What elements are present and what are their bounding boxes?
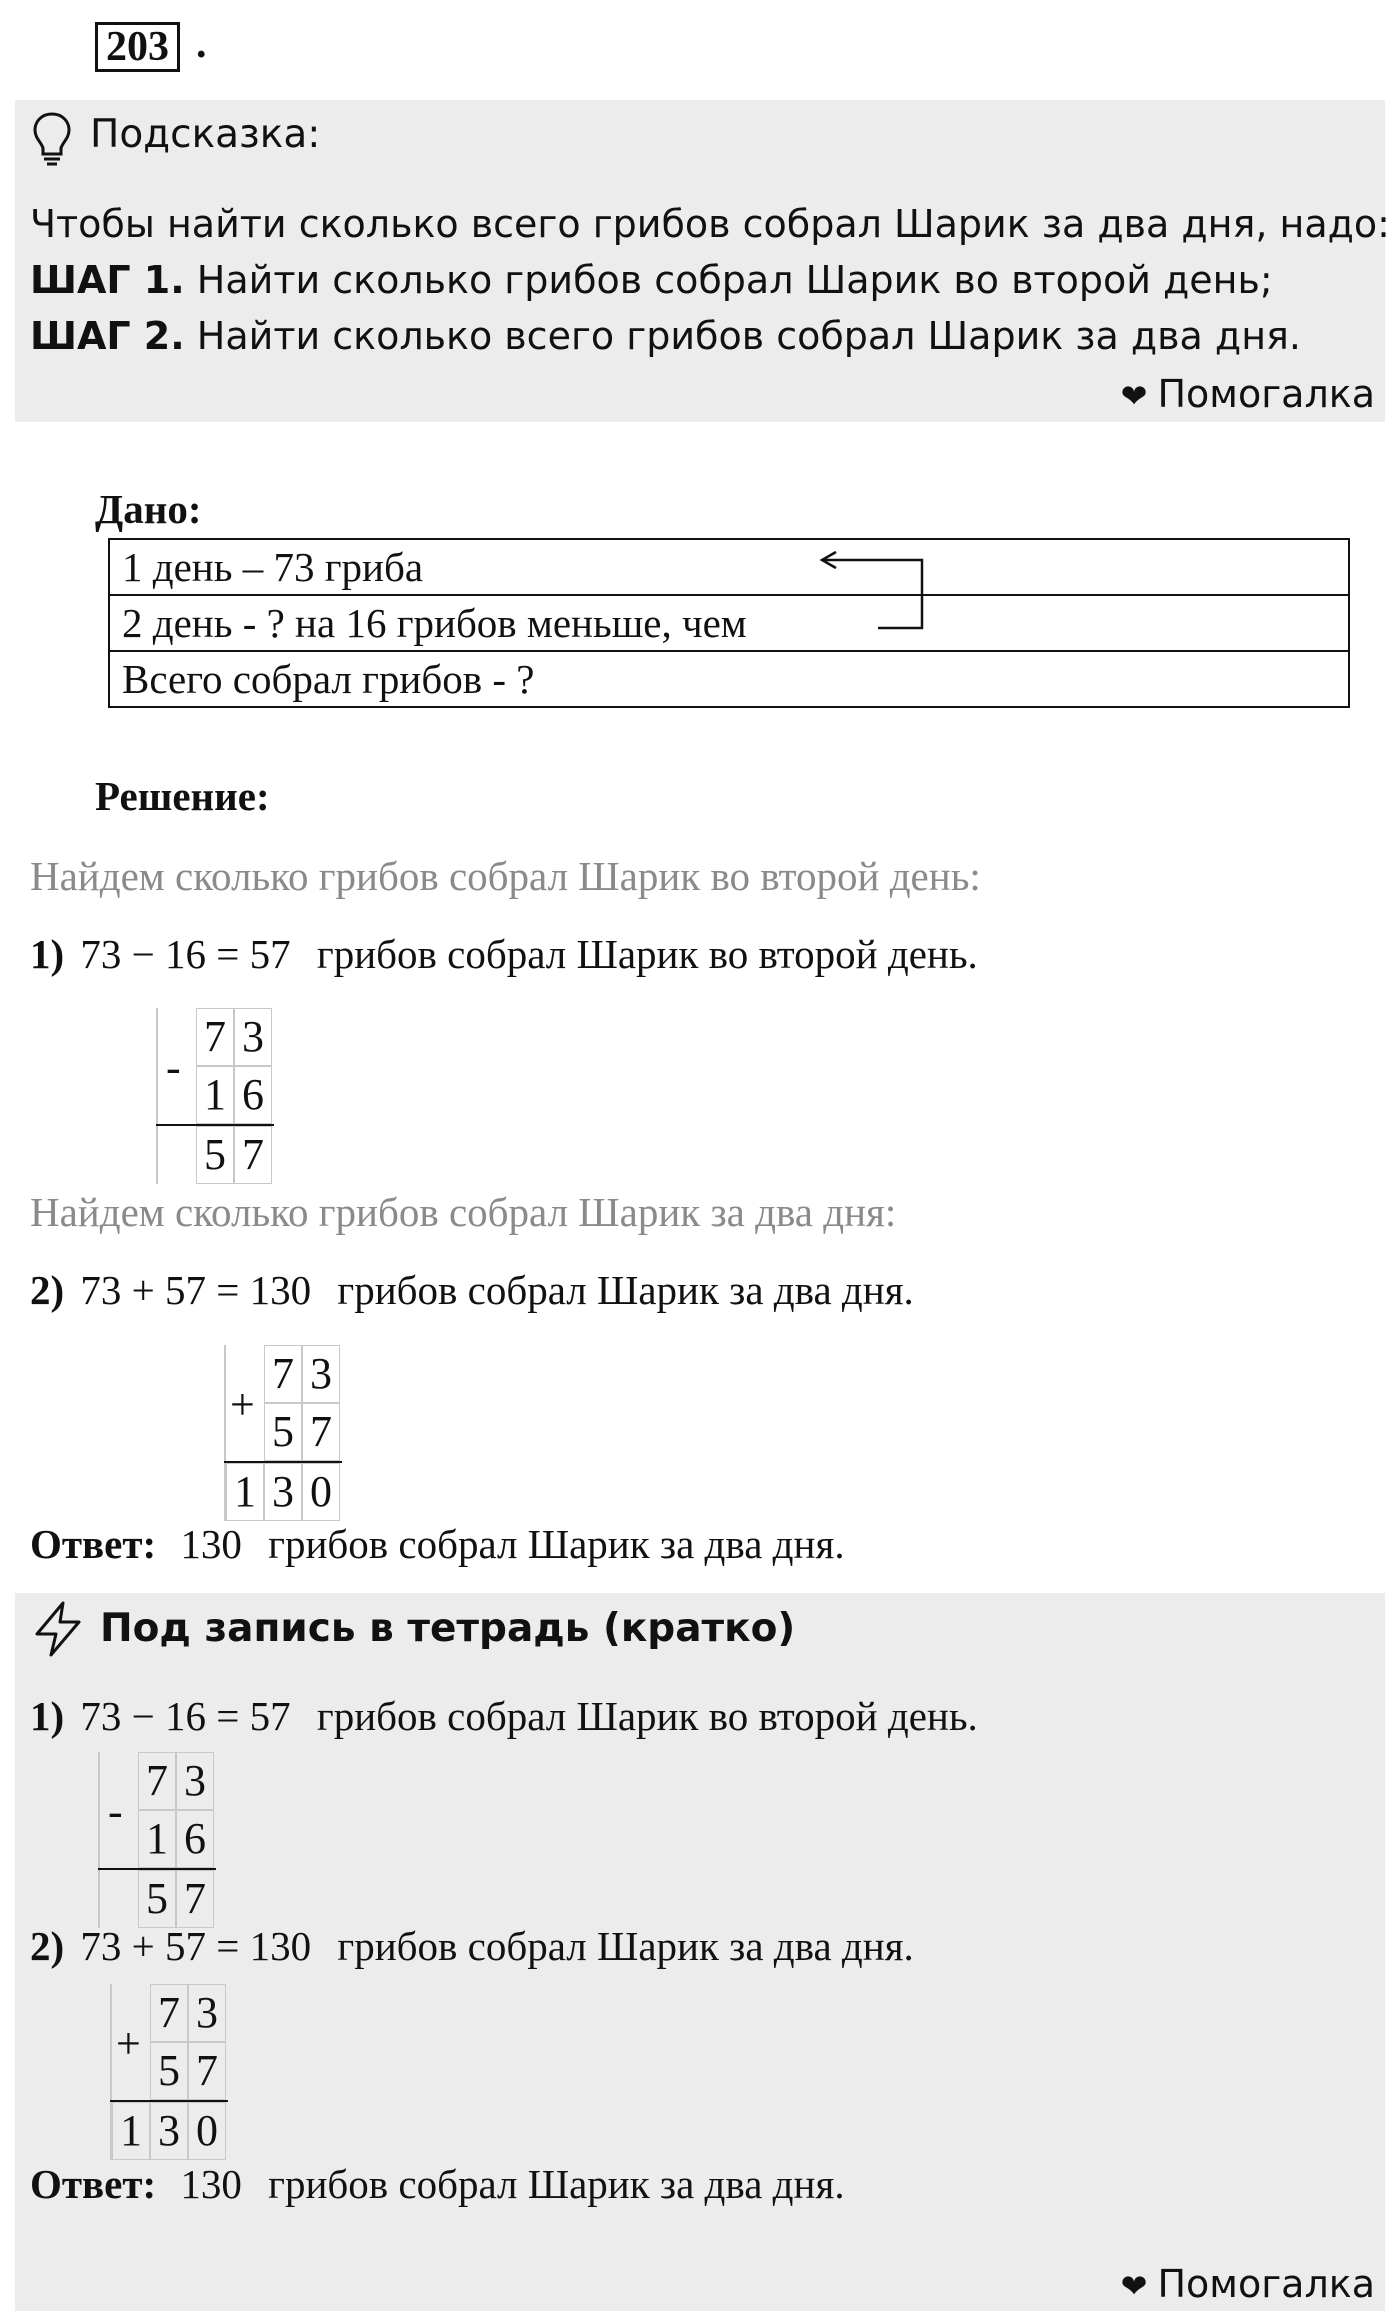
solution-answer-value: 130: [180, 1521, 242, 1567]
digit: 7: [188, 2042, 226, 2100]
digit: 3: [150, 2102, 188, 2160]
heart-icon: ❤: [1120, 2267, 1148, 2305]
notebook-step-2: [30, 1922, 914, 1970]
subtraction-sign: -: [108, 1787, 123, 1836]
given-row-1: [110, 540, 1348, 596]
solution-step-2-text: грибов собрал Шарик за два дня.: [337, 1267, 914, 1313]
heart-icon: ❤: [1120, 377, 1148, 415]
solution-step-2-intro: Найдем сколько грибов собрал Шарик за два дня:: [30, 1189, 897, 1235]
digit: 3: [188, 1984, 226, 2042]
digit: 3: [302, 1345, 340, 1403]
digit: 7: [176, 1870, 214, 1928]
hint-step-2: [30, 314, 1301, 358]
digit: 0: [188, 2102, 226, 2160]
lightning-icon: [30, 1600, 86, 1663]
given-table: [108, 538, 1350, 708]
solution-title: Решение:: [95, 773, 270, 819]
notebook-step-2-text: грибов собрал Шарик за два дня.: [337, 1923, 914, 1969]
digit: 7: [302, 1403, 340, 1461]
addition-sign: +: [230, 1380, 255, 1429]
digit: 5: [264, 1403, 302, 1461]
digit: 1: [226, 1463, 264, 1521]
notebook-brand-label: Помогалка: [1157, 2262, 1375, 2306]
solution-step-1: [30, 930, 978, 978]
digit: 3: [176, 1752, 214, 1810]
digit: 7: [234, 1126, 272, 1184]
notebook-answer-value: 130: [180, 2161, 242, 2207]
solution-step-2: [30, 1266, 914, 1314]
given-row-1-text: 1 день – 73 гриба: [122, 544, 424, 590]
hint-step-2-text: Найти сколько всего грибов собрал Шарик за два дня.: [196, 314, 1301, 358]
notebook-brand[interactable]: [1121, 2262, 1375, 2306]
problem-number-dot: .: [196, 21, 207, 67]
hint-step-1-label: ШАГ 1.: [30, 258, 185, 302]
digit: 7: [196, 1008, 234, 1066]
digit: 3: [264, 1463, 302, 1521]
subtraction-sign: -: [166, 1043, 181, 1092]
notebook-answer: [30, 2160, 845, 2208]
digit: 1: [138, 1810, 176, 1868]
hint-brand[interactable]: [1121, 372, 1375, 416]
hint-step-1-text: Найти сколько грибов собрал Шарик во второй день;: [196, 258, 1273, 302]
solution-step-2-num: 2): [30, 1267, 65, 1313]
notebook-step-1-num: 1): [30, 1693, 65, 1739]
digit: 5: [150, 2042, 188, 2100]
digit: 0: [302, 1463, 340, 1521]
hint-title: Подсказка:: [90, 112, 321, 157]
digit: 7: [264, 1345, 302, 1403]
digit: 6: [176, 1810, 214, 1868]
given-row-2-text: 2 день - ? на 16 грибов меньше, чем: [122, 600, 747, 646]
solution-step-2-expr: 73 + 57 = 130: [80, 1267, 312, 1313]
given-row-3-text: Всего собрал грибов - ?: [122, 656, 535, 702]
notebook-answer-text: грибов собрал Шарик за два дня.: [268, 2161, 845, 2207]
solution-step-1-expr: 73 − 16 = 57: [80, 931, 291, 977]
digit: 7: [150, 1984, 188, 2042]
solution-step-1-text: грибов собрал Шарик во второй день.: [316, 931, 978, 977]
comparison-arrow-icon: [800, 545, 940, 645]
notebook-step-2-expr: 73 + 57 = 130: [80, 1923, 312, 1969]
notebook-step-1: [30, 1692, 978, 1740]
solution-step-1-intro: Найдем сколько грибов собрал Шарик во второй день:: [30, 853, 981, 899]
given-title: Дано:: [95, 486, 202, 532]
digit: 3: [234, 1008, 272, 1066]
digit: 5: [138, 1870, 176, 1928]
solution-answer: [30, 1520, 845, 1568]
hint-brand-label: Помогалка: [1157, 372, 1375, 416]
digit: 6: [234, 1066, 272, 1124]
hint-step-1: [30, 258, 1273, 302]
notebook-step-1-text: грибов собрал Шарик во второй день.: [316, 1693, 978, 1739]
solution-step-1-num: 1): [30, 931, 65, 977]
digit: 5: [196, 1126, 234, 1184]
problem-number: 203: [95, 22, 180, 72]
notebook-step-1-expr: 73 − 16 = 57: [80, 1693, 291, 1739]
notebook-step-2-num: 2): [30, 1923, 65, 1969]
given-row-3: [110, 652, 1348, 706]
notebook-title: Под запись в тетрадь (кратко): [100, 1606, 796, 1651]
digit: 1: [196, 1066, 234, 1124]
digit: 1: [112, 2102, 150, 2160]
notebook-answer-label: Ответ:: [30, 2161, 157, 2207]
addition-sign: +: [116, 2019, 141, 2068]
lightbulb-icon: [30, 110, 74, 171]
digit: 7: [138, 1752, 176, 1810]
given-row-2: [110, 596, 1348, 652]
hint-step-2-label: ШАГ 2.: [30, 314, 185, 358]
solution-answer-label: Ответ:: [30, 1521, 157, 1567]
hint-intro: Чтобы найти сколько всего грибов собрал Шарик за два дня, надо:: [30, 202, 1390, 246]
solution-answer-text: грибов собрал Шарик за два дня.: [268, 1521, 845, 1567]
